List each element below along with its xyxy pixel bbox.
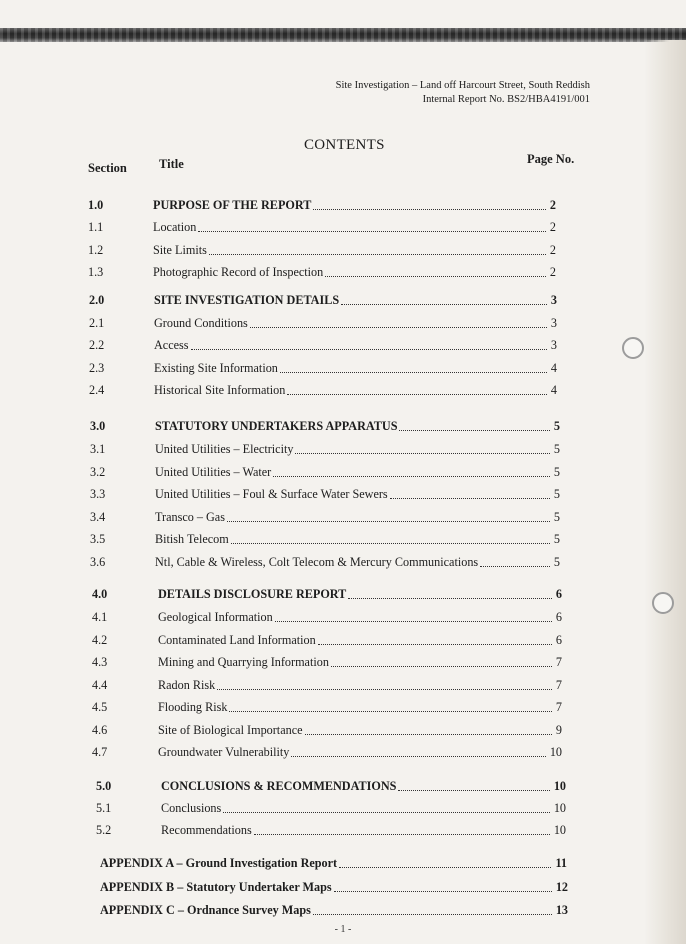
page-number-ref: 5 — [553, 465, 560, 479]
dot-leader — [275, 621, 552, 622]
page-number-ref: 2 — [549, 198, 556, 212]
dot-leader — [331, 666, 552, 667]
dot-leader — [227, 521, 550, 522]
section-title: Contaminated Land Information — [158, 633, 316, 647]
column-header-section: Section — [88, 161, 127, 175]
section-title: Historical Site Information — [154, 383, 286, 397]
dot-leader — [305, 734, 552, 735]
page-number-ref: 3 — [550, 316, 557, 330]
toc-sub-entry — [0, 509, 686, 525]
page-number-ref: 6 — [555, 633, 562, 647]
section-number: 4.2 — [92, 633, 108, 647]
section-title: Bitish Telecom — [155, 532, 229, 546]
dot-leader — [198, 231, 546, 232]
toc-sub-entry — [0, 441, 686, 457]
section-number: 4.5 — [92, 700, 108, 714]
section-title: DETAILS DISCLOSURE REPORT — [158, 587, 347, 601]
page-number-ref: 10 — [553, 779, 566, 793]
section-number: 5.0 — [96, 779, 112, 793]
page-number-ref: 7 — [555, 655, 562, 669]
toc-sub-entry — [0, 609, 686, 625]
toc-sub-entry — [0, 654, 686, 670]
toc-sub-entry — [0, 360, 686, 376]
page-number-ref: 13 — [555, 903, 568, 917]
toc-sub-entry — [0, 464, 686, 480]
page-number-ref: 11 — [555, 856, 567, 870]
page-number-ref: 12 — [555, 880, 568, 894]
column-header-title: Title — [159, 157, 184, 171]
page-number-ref: 3 — [550, 338, 557, 352]
toc-sub-entry — [0, 632, 686, 648]
toc-sub-entry — [0, 744, 686, 760]
page-number-ref: 5 — [553, 532, 560, 546]
page-number-ref: 10 — [549, 745, 562, 759]
page-number-ref: 2 — [549, 265, 556, 279]
section-number: 3.2 — [90, 465, 106, 479]
section-title: Conclusions — [161, 801, 222, 815]
dot-leader — [295, 453, 549, 454]
section-number: 2.0 — [89, 293, 105, 307]
dot-leader — [339, 867, 551, 868]
section-number: 4.4 — [92, 678, 108, 692]
section-title: Site Limits — [153, 243, 207, 257]
toc-main-entry — [0, 586, 686, 602]
section-title: PURPOSE OF THE REPORT — [153, 198, 312, 212]
dot-leader — [318, 644, 552, 645]
section-number: 3.5 — [90, 532, 106, 546]
toc-main-entry — [0, 197, 686, 213]
section-number: 1.3 — [88, 265, 104, 279]
scan-top-band — [0, 28, 686, 42]
page-number-ref: 9 — [555, 723, 562, 737]
section-title: APPENDIX A – Ground Investigation Report — [100, 856, 338, 870]
section-number: 3.6 — [90, 555, 106, 569]
toc-main-entry — [0, 778, 686, 794]
section-number: 4.7 — [92, 745, 108, 759]
page-number-ref: 5 — [553, 442, 560, 456]
toc-main-entry — [0, 292, 686, 308]
dot-leader — [273, 476, 550, 477]
section-number: 3.0 — [90, 419, 106, 433]
toc-sub-entry — [0, 722, 686, 738]
section-title: APPENDIX B – Statutory Undertaker Maps — [100, 880, 332, 894]
dot-leader — [480, 566, 550, 567]
section-title: Photographic Record of Inspection — [153, 265, 324, 279]
section-number: 4.0 — [92, 587, 108, 601]
dot-leader — [280, 372, 547, 373]
dot-leader — [223, 812, 550, 813]
page-number-ref: 10 — [553, 801, 566, 815]
dot-leader — [399, 430, 549, 431]
page-number-ref: 2 — [549, 243, 556, 257]
toc-sub-entry — [0, 699, 686, 715]
dot-leader — [334, 891, 552, 892]
section-number: 3.4 — [90, 510, 106, 524]
toc-sub-entry — [0, 382, 686, 398]
toc-sub-entry — [0, 486, 686, 502]
section-title: CONCLUSIONS & RECOMMENDATIONS — [161, 779, 397, 793]
toc-appendix-entry — [0, 879, 686, 895]
toc-sub-entry — [0, 531, 686, 547]
page-number-ref: 6 — [555, 587, 562, 601]
section-number: 1.1 — [88, 220, 104, 234]
dot-leader — [231, 543, 550, 544]
toc-appendix-entry — [0, 902, 686, 918]
toc-appendix-entry — [0, 855, 686, 871]
page-number-ref: 5 — [553, 419, 560, 433]
section-number: 2.2 — [89, 338, 105, 352]
section-title: STATUTORY UNDERTAKERS APPARATUS — [155, 419, 398, 433]
page-number-ref: 7 — [555, 678, 562, 692]
page-number-ref: 4 — [550, 361, 557, 375]
column-header-page: Page No. — [527, 152, 575, 166]
page-number-ref: 5 — [553, 510, 560, 524]
section-number: 4.1 — [92, 610, 108, 624]
dot-leader — [341, 304, 547, 305]
toc-sub-entry — [0, 677, 686, 693]
section-number: 4.6 — [92, 723, 108, 737]
section-title: Recommendations — [161, 823, 252, 837]
contents-title: CONTENTS — [304, 137, 385, 153]
page-number-ref: 5 — [553, 487, 560, 501]
dot-leader — [313, 914, 552, 915]
dot-leader — [229, 711, 551, 712]
dot-leader — [348, 598, 552, 599]
section-number: 1.2 — [88, 243, 104, 257]
toc-sub-entry — [0, 800, 686, 816]
section-number: 5.2 — [96, 823, 112, 837]
page-number-ref: 6 — [555, 610, 562, 624]
dot-leader — [250, 327, 547, 328]
toc-sub-entry — [0, 219, 686, 235]
section-title: Mining and Quarrying Information — [158, 655, 329, 669]
section-title: Site of Biological Importance — [158, 723, 303, 737]
dot-leader — [209, 254, 546, 255]
toc-main-entry — [0, 418, 686, 434]
toc-sub-entry — [0, 242, 686, 258]
section-number: 1.0 — [88, 198, 104, 212]
section-number: 2.1 — [89, 316, 105, 330]
section-title: United Utilities – Electricity — [155, 442, 294, 456]
page-number-ref: 3 — [550, 293, 557, 307]
dot-leader — [191, 349, 547, 350]
section-title: United Utilities – Foul & Surface Water Sewers — [155, 487, 388, 501]
section-title: Groundwater Vulnerability — [158, 745, 290, 759]
page-number-ref: 4 — [550, 383, 557, 397]
section-title: Location — [153, 220, 197, 234]
section-number: 3.3 — [90, 487, 106, 501]
section-title: Ntl, Cable & Wireless, Colt Telecom & Mercury Communications — [155, 555, 479, 569]
report-header — [336, 79, 590, 107]
dot-leader — [217, 689, 552, 690]
section-number: 4.3 — [92, 655, 108, 669]
section-title: SITE INVESTIGATION DETAILS — [154, 293, 340, 307]
page-number-ref: 10 — [553, 823, 566, 837]
page-number-ref: 2 — [549, 220, 556, 234]
section-title: Transco – Gas — [155, 510, 225, 524]
section-title: Radon Risk — [158, 678, 216, 692]
section-title: APPENDIX C – Ordnance Survey Maps — [100, 903, 311, 917]
section-title: Ground Conditions — [154, 316, 248, 330]
dot-leader — [398, 790, 549, 791]
page-number: - 1 - — [334, 924, 352, 935]
page-number-ref: 7 — [555, 700, 562, 714]
toc-sub-entry — [0, 822, 686, 838]
section-title: Geological Information — [158, 610, 273, 624]
dot-leader — [287, 394, 547, 395]
section-number: 2.3 — [89, 361, 105, 375]
dot-leader — [313, 209, 546, 210]
toc-sub-entry — [0, 315, 686, 331]
header-line-site: Site Investigation – Land off Harcourt Street, South Reddish — [335, 80, 590, 91]
section-number: 2.4 — [89, 383, 105, 397]
page-number-ref: 5 — [553, 555, 560, 569]
section-title: Flooding Risk — [158, 700, 228, 714]
dot-leader — [325, 276, 546, 277]
section-number: 5.1 — [96, 801, 112, 815]
toc-sub-entry — [0, 264, 686, 280]
dot-leader — [291, 756, 545, 757]
section-title: Existing Site Information — [154, 361, 278, 375]
section-title: United Utilities – Water — [155, 465, 272, 479]
toc-sub-entry — [0, 337, 686, 353]
toc-sub-entry — [0, 554, 686, 570]
header-line-report-no: Internal Report No. BS2/HBA4191/001 — [422, 94, 590, 105]
dot-leader — [254, 834, 550, 835]
dot-leader — [390, 498, 550, 499]
section-number: 3.1 — [90, 442, 106, 456]
section-title: Access — [154, 338, 189, 352]
